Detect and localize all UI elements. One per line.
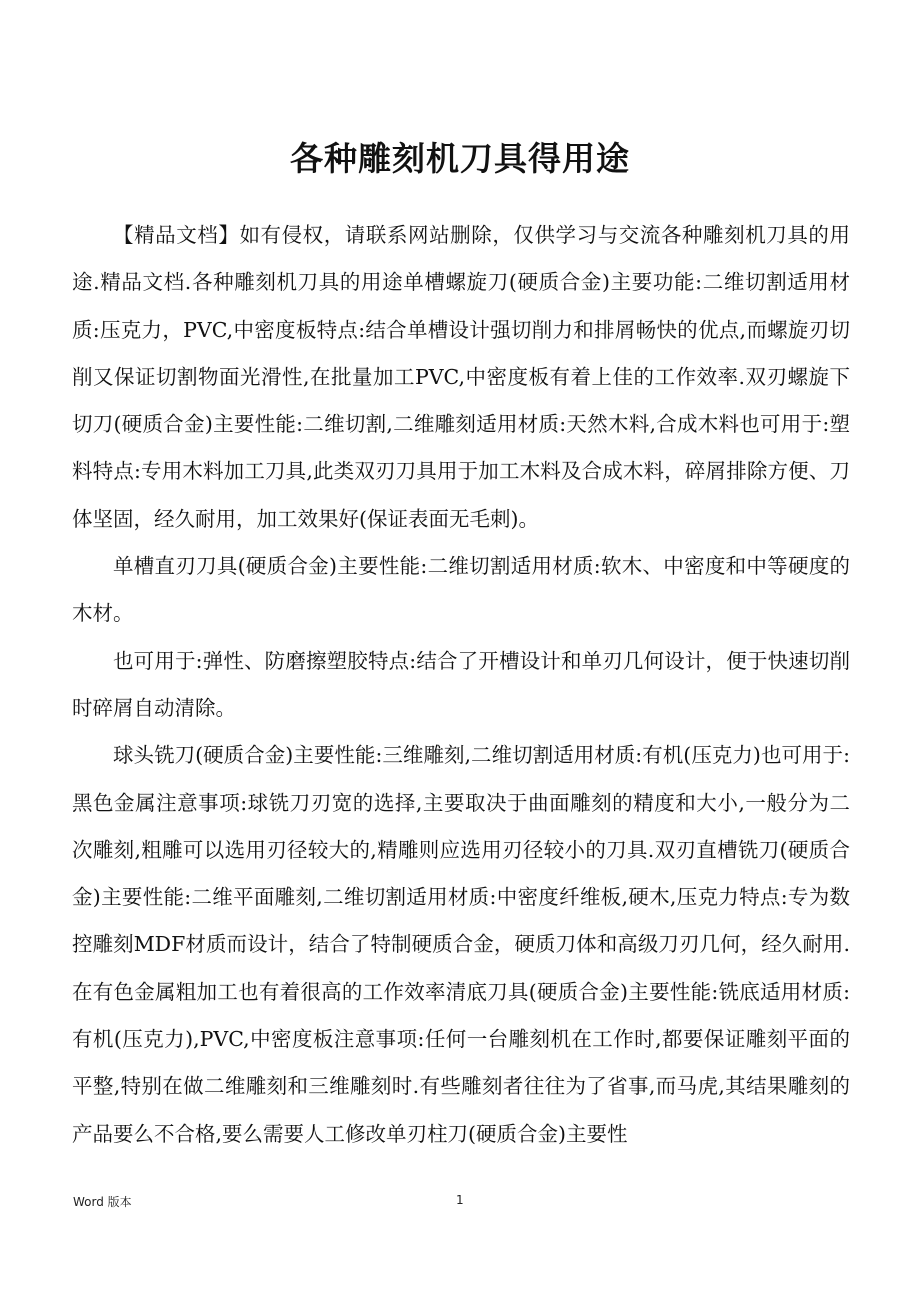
page-number: 1 [456, 1193, 464, 1207]
document-body [72, 212, 850, 1158]
paragraph-4: 球头铣刀(硬质合金)主要性能:三维雕刻,二维切割适用材质:有机(压克力)也可用于:黑色金属注意事项:球铣刀刃宽的选择,主要取决于曲面雕刻的精度和大小,一般分为二次雕刻,粗雕可以选用刃径较大的,精雕则应选用刃径较小的刀具.双刃直槽铣刀(硬质合金)主要性能:二维平面雕刻,二维切割适用材质:中密度纤维板,硬木,压克力特点:专为数控雕刻MDF材质而设计，结合了特制硬质合金，硬质刀体和高级刀刃几何，经久耐用.在有色金属粗加工也有着很高的工作效率清底刀具(硬质合金)主要性能:铣底适用材质:有机(压克力),PVC,中密度板注意事项:任何一台雕刻机在工作时,都要保证雕刻平面的平整,特别在做二维雕刻和三维雕刻时.有些雕刻者往往为了省事,而马虎,其结果雕刻的产品要么不合格,要么需要人工修改单刃柱刀(硬质合金)主要性 [72, 743, 850, 1146]
document-title: 各种雕刻机刀具得用途 [290, 139, 630, 178]
paragraph-3: 也可用于:弹性、防磨擦塑胶特点:结合了开槽设计和单刃几何设计，便于快速切削时碎屑自动清除。 [72, 648, 850, 720]
paragraph-1: 【精品文档】如有侵权，请联系网站删除，仅供学习与交流各种雕刻机刀具的用途.精品文档.各种雕刻机刀具的用途单槽螺旋刀(硬质合金)主要功能:二维切割适用材质:压克力，PVC,中密度板特点:结合单槽设计强切削力和排屑畅快的优点,而螺旋刃切削又保证切割物面光滑性,在批量加工PVC,中密度板有着上佳的工作效率.双刃螺旋下切刀(硬质合金)主要性能:二维切割,二维雕刻适用材质:天然木料,合成木料也可用于:塑料特点:专用木料加工刀具,此类双刃刀具用于加工木料及合成木料，碎屑排除方便、刀体坚固，经久耐用，加工效果好(保证表面无毛刺)。 [72, 223, 850, 531]
footer-label: Word 版本 [73, 1195, 132, 1209]
paragraph-2: 单槽直刃刀具(硬质合金)主要性能:二维切割适用材质:软木、中密度和中等硬度的木材。 [72, 554, 850, 626]
